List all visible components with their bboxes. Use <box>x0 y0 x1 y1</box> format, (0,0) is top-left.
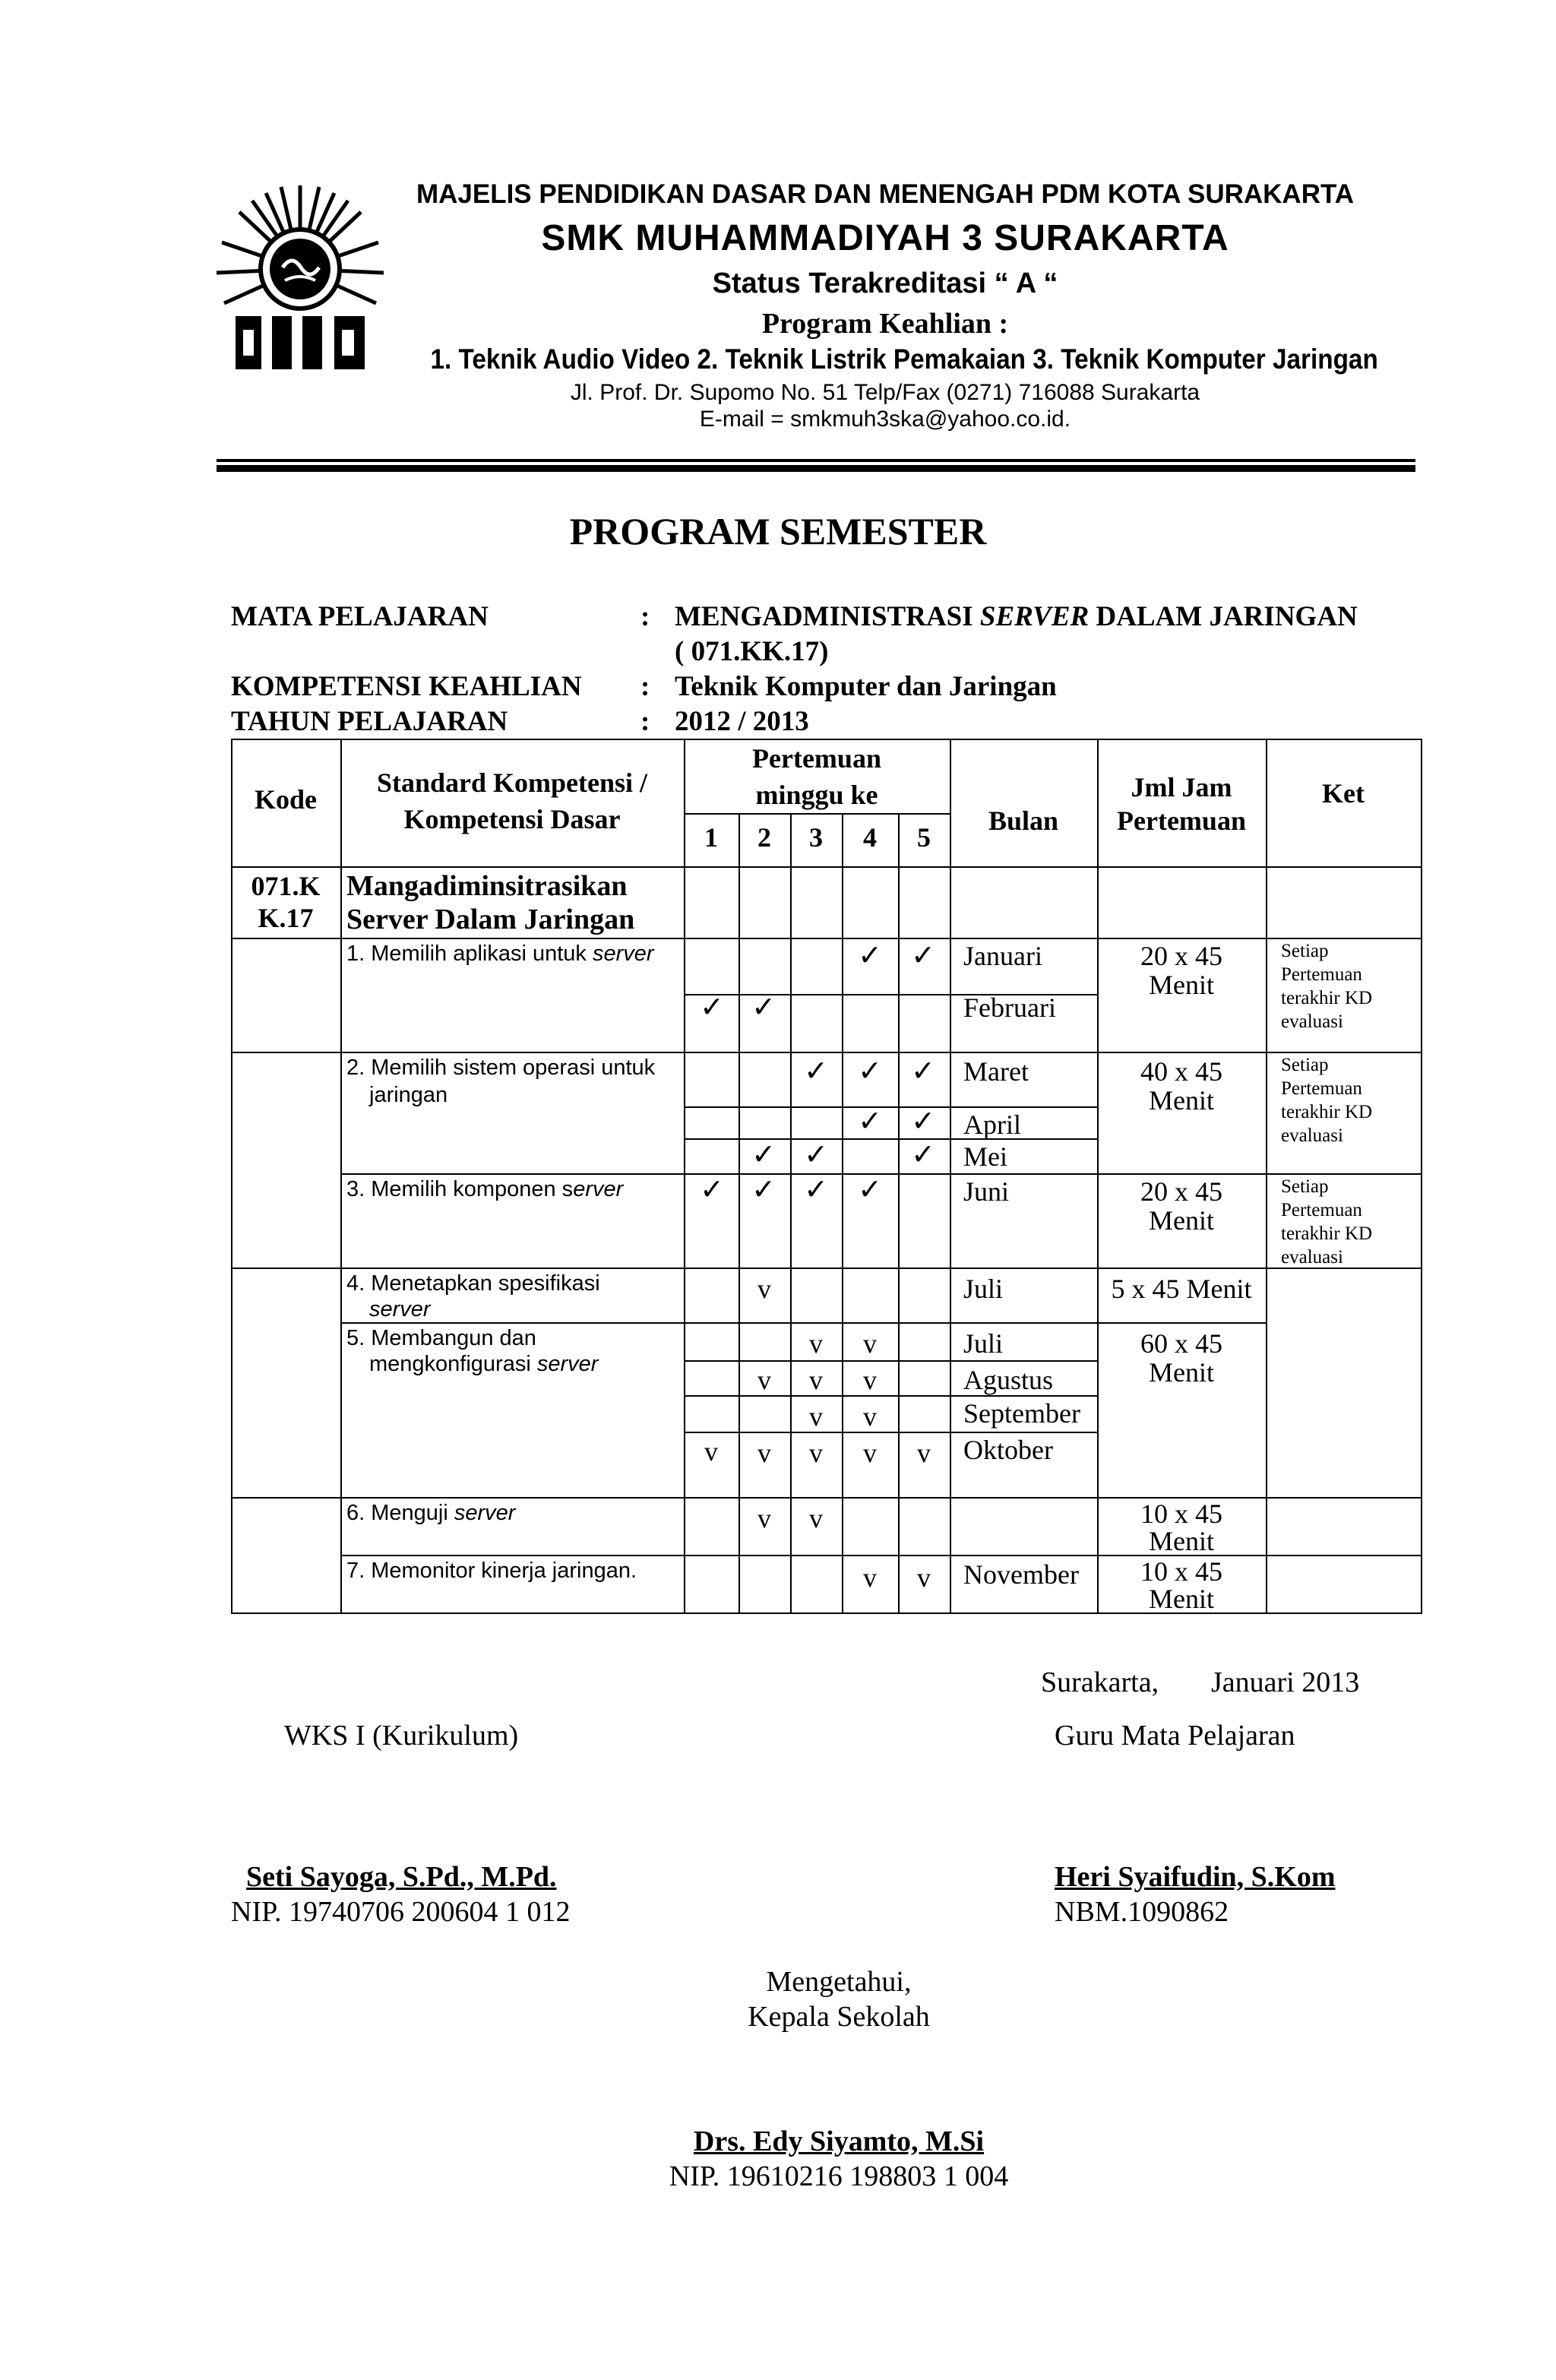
kd5-oktober-v-w4: v <box>863 1438 877 1468</box>
kd6-hours-line1: 10 x 45 <box>1140 1499 1222 1529</box>
kd2-ket: Setiap Pertemuan terakhir KD evaluasi <box>1281 1055 1373 1146</box>
header-jml-jam: Jml Jam <box>1131 772 1232 802</box>
principal-name: Drs. Edy Siyamto, M.Si <box>693 2125 985 2157</box>
kd5-hours-line1: 60 x 45 <box>1140 1328 1222 1359</box>
kd7-hours-line2: Menit <box>1149 1584 1214 1614</box>
subject-value: MENGADMINISTRASI SERVER DALAM JARINGAN <box>675 601 1358 632</box>
organization-line: MAJELIS PENDIDIKAN DASAR DAN MENENGAH PDM KOTA SURAKARTA <box>416 179 1355 209</box>
letterhead-divider-thick <box>217 465 1415 472</box>
kd4-text-line2: server <box>369 1297 431 1321</box>
kd5-text-line1: 5. Membangun dan <box>346 1326 536 1350</box>
kd2-text-line1: 2. Memilih sistem operasi untuk <box>346 1055 656 1080</box>
sk-code-line2: K.17 <box>258 903 314 933</box>
header-sk-line1: Standard Kompetensi / <box>376 767 648 798</box>
kd4-v-w2: v <box>757 1274 771 1304</box>
kd5-juli-v-w3: v <box>809 1328 823 1359</box>
program-label: Program Keahlian : <box>761 308 1009 340</box>
principal-id: NIP. 19610216 198803 1 004 <box>669 2160 1009 2192</box>
kd1-text: 1. Memilih aplikasi untuk server <box>346 942 654 966</box>
kd1-hours-line2: Menit <box>1149 970 1214 1000</box>
sk-code-line1: 071.K <box>251 871 321 901</box>
kd3-text: 3. Memilih komponen server <box>346 1177 624 1201</box>
kd2-hours-line1: 40 x 45 <box>1140 1056 1222 1087</box>
kd2-text-line2: jaringan <box>369 1083 448 1107</box>
kd5-september-v-w4: v <box>863 1401 877 1432</box>
kd5-juli-v-w4: v <box>863 1328 877 1359</box>
kd5-month-2: Agustus <box>963 1365 1054 1395</box>
document-title: PROGRAM SEMESTER <box>569 510 987 552</box>
kd5-oktober-v-w5: v <box>917 1438 931 1468</box>
kd3-hours-line2: Menit <box>1149 1205 1214 1236</box>
kd5-oktober-v-w3: v <box>809 1438 823 1468</box>
header-pertemuan: Pertemuan <box>752 743 881 774</box>
competency-label: KOMPETENSI KEAHLIAN <box>231 671 582 702</box>
left-signer-name: Seti Sayoga, S.Pd., M.Pd. <box>246 1861 557 1893</box>
competency-colon: : <box>640 671 650 702</box>
right-signer-role: Guru Mata Pelajaran <box>1055 1720 1295 1752</box>
header-minggu-ke: minggu ke <box>755 780 878 810</box>
left-signer-role: WKS I (Kurikulum) <box>284 1720 519 1752</box>
subject-label: MATA PELAJARAN <box>231 601 489 632</box>
year-colon: : <box>640 706 650 737</box>
accreditation-status: Status Terakreditasi “ A “ <box>712 267 1058 299</box>
kd1-ket: Setiap Pertemuan terakhir KD evaluasi <box>1281 941 1373 1032</box>
kd2-mei-check-w5: ✓ <box>911 1139 935 1171</box>
kd7-text: 7. Memonitor kinerja jaringan. <box>346 1559 637 1583</box>
kd6-text: 6. Menguji server <box>346 1501 516 1525</box>
kd5-oktober-v-w2: v <box>757 1438 771 1468</box>
semester-schedule-table <box>231 739 1422 1614</box>
kd1-month-2: Februari <box>963 992 1056 1023</box>
kd5-month-3: September <box>963 1398 1080 1429</box>
kd1-check-w1: ✓ <box>700 992 724 1024</box>
acknowledged-label: Mengetahui, <box>766 1966 912 1998</box>
kd2-april-check-w5: ✓ <box>911 1106 935 1138</box>
kd5-oktober-v-w1: v <box>704 1436 718 1467</box>
header-week-3: 3 <box>809 822 823 853</box>
school-logo-icon <box>213 178 387 375</box>
kd7-v-w4: v <box>863 1562 877 1593</box>
kd6-hours-line2: Menit <box>1149 1526 1214 1556</box>
kd3-check-w4: ✓ <box>858 1174 882 1206</box>
header-week-5: 5 <box>917 822 931 853</box>
kd6-v-w3: v <box>809 1503 823 1533</box>
kd5-agustus-v-w3: v <box>809 1365 823 1395</box>
kd5-month-4: Oktober <box>963 1435 1053 1465</box>
kd1-check-w4: ✓ <box>858 940 882 972</box>
kd3-check-w2: ✓ <box>751 1174 776 1206</box>
year-value: 2012 / 2013 <box>675 706 809 737</box>
kd2-check-w5: ✓ <box>911 1055 935 1087</box>
place-city: Surakarta, <box>1041 1666 1159 1698</box>
kd2-mei-check-w2: ✓ <box>751 1139 776 1171</box>
kd2-check-w3: ✓ <box>804 1055 828 1087</box>
kd2-mei-check-w3: ✓ <box>804 1139 828 1171</box>
sk-title-line2: Server Dalam Jaringan <box>346 904 635 935</box>
header-ket: Ket <box>1322 778 1365 809</box>
kd1-month-1: Januari <box>963 941 1042 971</box>
kd7-month-1: November <box>963 1559 1079 1590</box>
header-pertemuan-hours: Pertemuan <box>1117 805 1246 836</box>
principal-role: Kepala Sekolah <box>748 2001 930 2033</box>
kd2-month-1: Maret <box>963 1056 1029 1087</box>
kd1-check-w2: ✓ <box>751 992 776 1024</box>
kd1-check-w5: ✓ <box>911 940 935 972</box>
kd7-hours-line1: 10 x 45 <box>1140 1556 1222 1587</box>
kd5-agustus-v-w4: v <box>863 1365 877 1395</box>
header-bulan: Bulan <box>988 805 1059 836</box>
kd3-hours-line1: 20 x 45 <box>1140 1176 1222 1207</box>
kd3-check-w3: ✓ <box>804 1174 828 1206</box>
right-signer-name: Heri Syaifudin, S.Kom <box>1055 1861 1336 1893</box>
kd1-hours-line1: 20 x 45 <box>1140 941 1222 971</box>
right-signer-id: NBM.1090862 <box>1055 1896 1229 1928</box>
kd2-check-w4: ✓ <box>858 1055 882 1087</box>
kd2-april-check-w4: ✓ <box>858 1106 882 1138</box>
kd3-ket: Setiap Pertemuan terakhir KD evaluasi <box>1281 1176 1373 1268</box>
kd7-v-w5: v <box>917 1562 931 1593</box>
kd5-agustus-v-w2: v <box>757 1365 771 1395</box>
header-week-2: 2 <box>757 822 771 853</box>
school-email: E-mail = smkmuh3ska@yahoo.co.id. <box>699 407 1071 432</box>
school-address: Jl. Prof. Dr. Supomo No. 51 Telp/Fax (0271) 716088 Surakarta <box>570 380 1200 405</box>
kd5-text-line2: mengkonfigurasi server <box>369 1352 599 1376</box>
kd4-month-1: Juli <box>963 1274 1004 1304</box>
header-kode: Kode <box>254 784 317 815</box>
school-name: SMK MUHAMMADIYAH 3 SURAKARTA <box>541 218 1229 258</box>
kd6-v-w2: v <box>757 1503 771 1533</box>
kd4-text-line1: 4. Menetapkan spesifikasi <box>346 1271 600 1296</box>
sk-title-line1: Mangadiminsitrasikan <box>346 870 628 902</box>
kd4-hours: 5 x 45 Menit <box>1111 1274 1252 1304</box>
year-label: TAHUN PELAJARAN <box>231 706 508 737</box>
left-signer-id: NIP. 19740706 200604 1 012 <box>231 1896 571 1928</box>
subject-colon: : <box>640 601 650 632</box>
kd3-check-w1: ✓ <box>700 1174 724 1206</box>
kd2-month-2: April <box>963 1109 1021 1140</box>
header-week-4: 4 <box>863 822 877 853</box>
header-week-1: 1 <box>704 822 718 853</box>
competency-value: Teknik Komputer dan Jaringan <box>675 671 1057 702</box>
kd5-hours-line2: Menit <box>1149 1357 1214 1388</box>
kd5-month-1: Juli <box>963 1328 1004 1359</box>
subject-code: ( 071.KK.17) <box>675 636 829 667</box>
header-sk-line2: Kompetensi Dasar <box>403 804 621 834</box>
letterhead-divider-thin <box>217 459 1415 462</box>
kd2-month-3: Mei <box>963 1141 1007 1172</box>
program-list: 1. Teknik Audio Video 2. Teknik Listrik Pemakaian 3. Teknik Komputer Jaringan <box>430 343 1378 375</box>
kd5-september-v-w3: v <box>809 1401 823 1432</box>
kd2-hours-line2: Menit <box>1149 1085 1214 1116</box>
place-date: Januari 2013 <box>1211 1666 1360 1698</box>
kd3-month-1: Juni <box>963 1176 1010 1207</box>
